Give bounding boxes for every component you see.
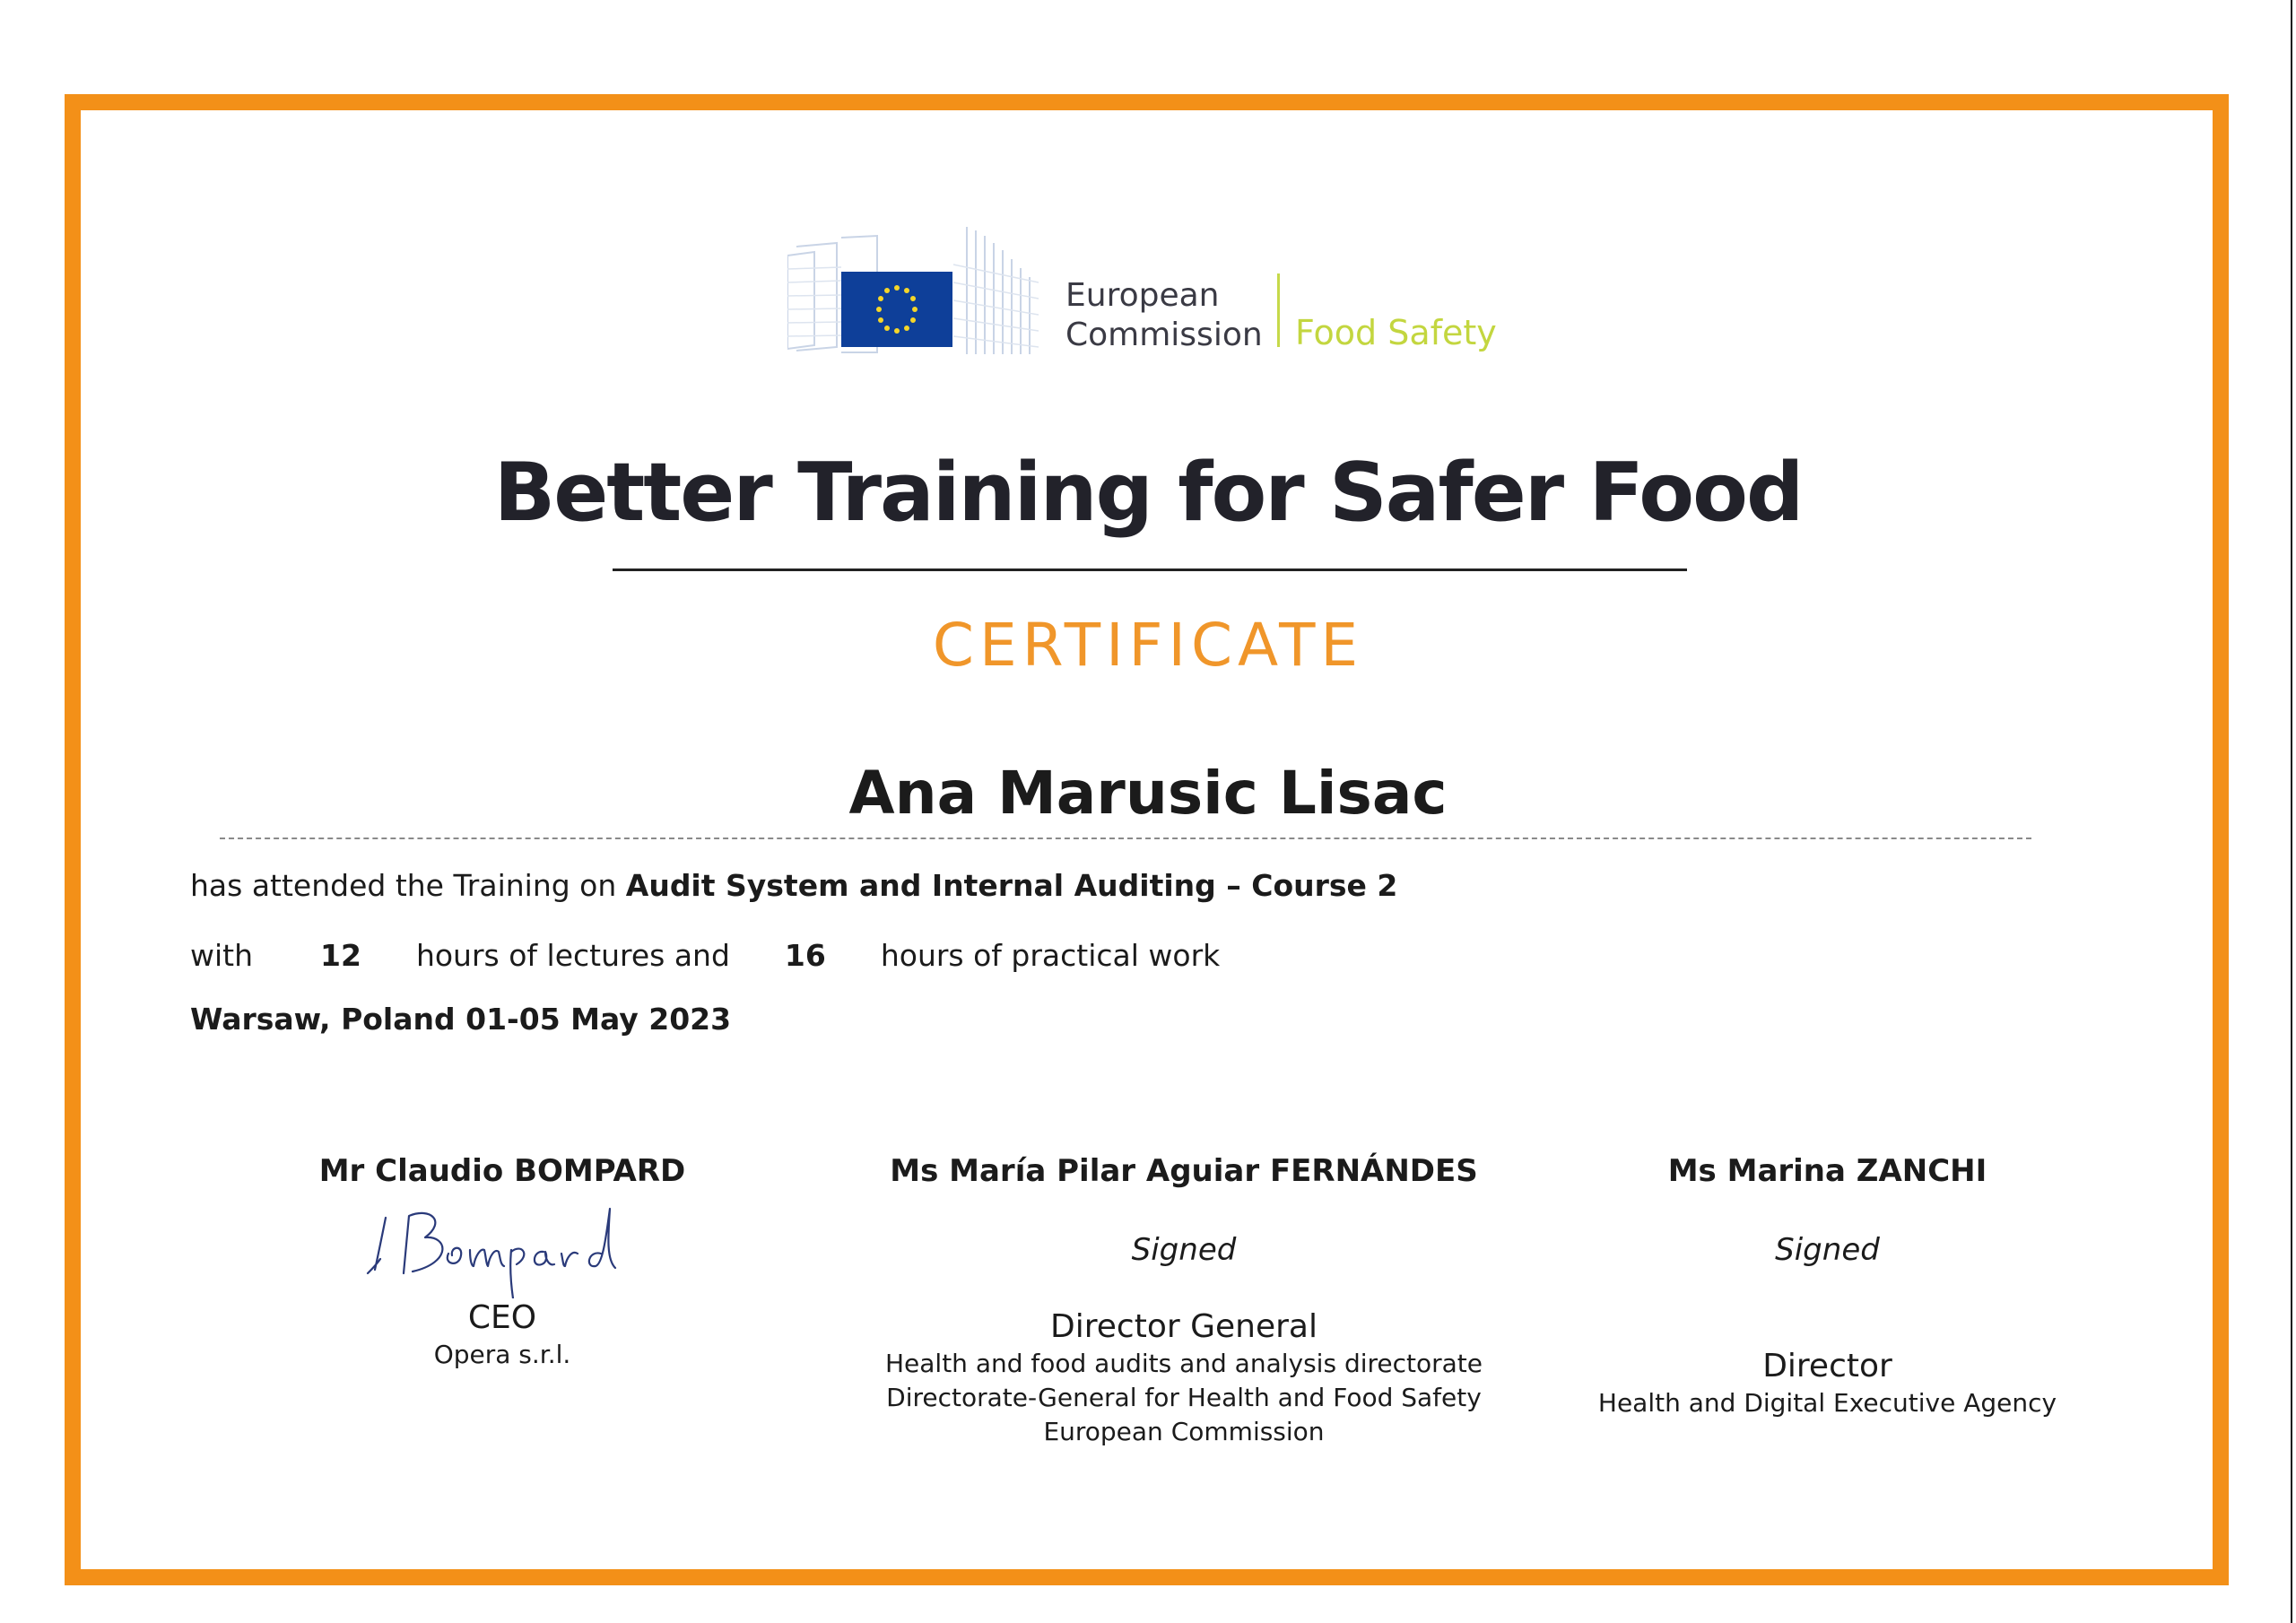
logo-org-line2: Commission	[1065, 317, 1263, 353]
practical-text: hours of practical work	[880, 938, 1221, 973]
signatory-name: Ms María Pilar Aguiar FERNÁNDES	[890, 1153, 1478, 1189]
logo-divider	[1277, 273, 1280, 347]
signatory-org-line: Health and Digital Executive Agency	[1597, 1388, 2057, 1418]
signatory-org-line: European Commission	[1043, 1417, 1325, 1446]
lecture-text: hours of lectures and	[415, 938, 730, 973]
signatory-role: Director General	[1050, 1308, 1318, 1345]
certificate-title: Better Training for Safer Food	[493, 446, 1803, 540]
signed-mark: Signed	[1775, 1232, 1880, 1268]
signatory-org-line: Directorate-General for Health and Food Safety	[886, 1383, 1482, 1412]
recipient-dashed-line	[220, 838, 2031, 839]
signatory-3	[1556, 1150, 2099, 1420]
lecture-hours: 12	[320, 938, 361, 973]
signatory-1	[269, 1150, 735, 1372]
attendance-prefix: has attended the Training on	[190, 868, 626, 903]
hours-with: with	[190, 938, 254, 973]
eu-flag-icon	[787, 220, 1039, 354]
hours-line	[190, 936, 1220, 976]
signatory-org-line: Opera s.r.l.	[433, 1340, 571, 1369]
practical-hours: 16	[784, 938, 826, 973]
signatory-name: Ms Marina ZANCHI	[1667, 1153, 1987, 1189]
place-date: Warsaw, Poland 01-05 May 2023	[190, 1002, 732, 1037]
logo-org-line1: European	[1065, 277, 1220, 314]
attendance-line	[190, 866, 1397, 906]
logo-programme: Food Safety	[1295, 313, 1497, 352]
handwritten-signature	[359, 1200, 646, 1298]
signatory-role: Director	[1762, 1348, 1892, 1384]
signed-mark: Signed	[1131, 1232, 1237, 1268]
course-name: Audit System and Internal Auditing – Course 2	[625, 868, 1398, 903]
signatory-2	[812, 1150, 1556, 1449]
signatory-role: CEO	[467, 1299, 537, 1336]
title-underline	[613, 568, 1687, 571]
european-commission-logo	[787, 220, 1523, 363]
certificate-label: CERTIFICATE	[932, 611, 1364, 680]
logo-org-name	[1065, 276, 1263, 355]
recipient-name: Ana Marusic Lisac	[848, 759, 1448, 828]
signatory-org-line: Health and food audits and analysis directorate	[884, 1349, 1483, 1378]
signatory-name: Mr Claudio BOMPARD	[318, 1153, 686, 1189]
